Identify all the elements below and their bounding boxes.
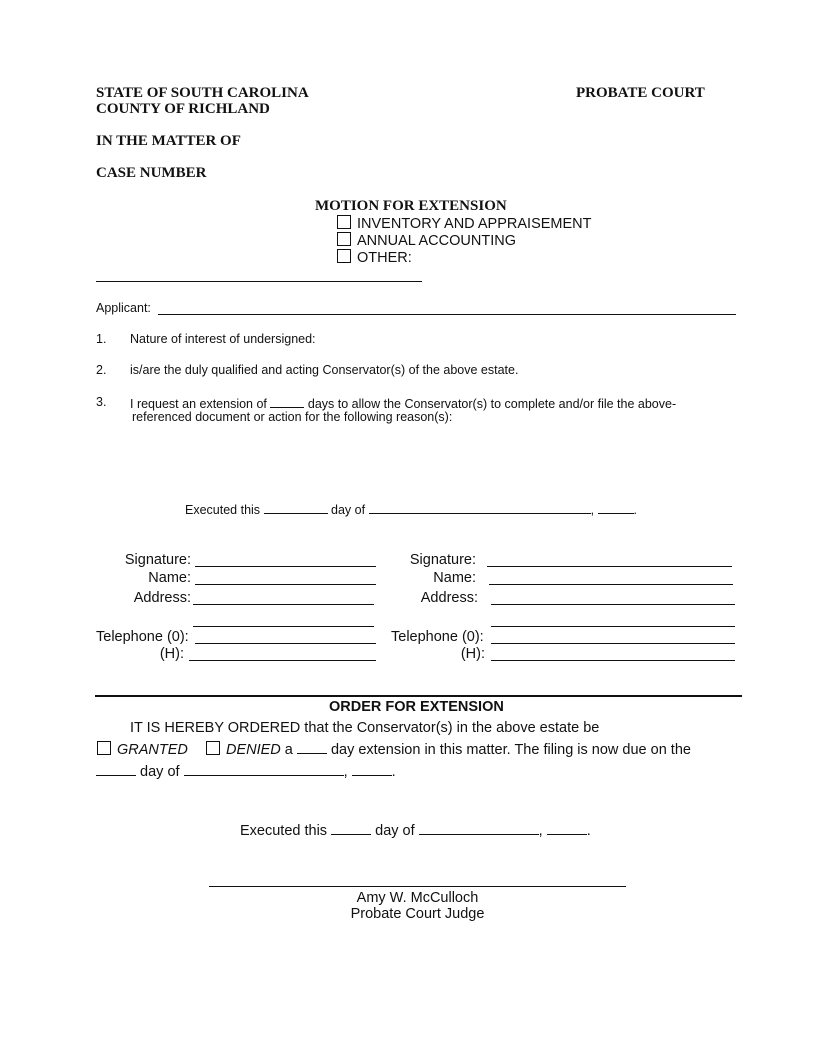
motion-executed-day-of: day of xyxy=(331,503,366,517)
judge-signature-line[interactable] xyxy=(209,886,626,887)
denied-label: DENIED xyxy=(225,742,281,758)
order-comma: , xyxy=(343,764,348,780)
right-address-label: Address: xyxy=(420,590,478,606)
right-signature-label: Signature: xyxy=(409,552,476,568)
order-period: . xyxy=(391,764,396,780)
judge-name: Amy W. McCulloch xyxy=(356,890,479,906)
order-executed-day-of: day of xyxy=(375,823,415,839)
left-home-label: (H): xyxy=(159,646,184,662)
order-executed-line xyxy=(240,822,591,839)
left-telephone-label: Telephone (0): xyxy=(96,629,189,645)
applicant-field[interactable] xyxy=(158,314,736,315)
order-executed-period: . xyxy=(586,823,591,839)
right-name-label: Name: xyxy=(433,570,476,586)
option-inventory[interactable] xyxy=(337,215,592,232)
checkbox-annual-accounting[interactable] xyxy=(337,232,351,246)
order-title: ORDER FOR EXTENSION xyxy=(329,699,504,715)
right-home-field[interactable] xyxy=(491,660,735,661)
matter-heading: IN THE MATTER OF xyxy=(96,133,241,149)
right-name-field[interactable] xyxy=(489,584,733,585)
order-line-3 xyxy=(96,763,396,780)
right-address-field[interactable] xyxy=(491,604,735,605)
motion-executed-day-field[interactable] xyxy=(264,501,328,514)
motion-executed-comma: , xyxy=(590,503,595,517)
order-executed-prefix: Executed this xyxy=(240,823,328,839)
order-a: a xyxy=(284,742,293,758)
left-address-field[interactable] xyxy=(193,604,374,605)
option-annual-accounting[interactable] xyxy=(337,232,516,249)
extension-days-field[interactable] xyxy=(270,395,304,408)
right-telephone-label: Telephone (0): xyxy=(391,629,484,645)
motion-executed-year-field[interactable] xyxy=(598,501,634,514)
option-inventory-label: INVENTORY AND APPRAISEMENT xyxy=(357,216,592,232)
order-executed-year-field[interactable] xyxy=(547,822,587,835)
left-signature-field[interactable] xyxy=(195,566,376,567)
checkbox-other[interactable] xyxy=(337,249,351,263)
item-3-text-c: referenced document or action for the following reason(s): xyxy=(132,410,453,424)
item-2-number: 2. xyxy=(96,363,107,377)
order-executed-day-field[interactable] xyxy=(331,822,371,835)
item-3-line-1 xyxy=(130,395,676,411)
item-1-text: Nature of interest of undersigned: xyxy=(130,332,316,346)
motion-executed-period: . xyxy=(633,503,638,517)
right-signature-field[interactable] xyxy=(487,566,732,567)
order-line-1: IT IS HEREBY ORDERED that the Conservator(s) in the above estate be xyxy=(130,720,600,736)
item-1-number: 1. xyxy=(96,332,107,346)
left-home-field[interactable] xyxy=(189,660,376,661)
state-heading: STATE OF SOUTH CAROLINA xyxy=(96,85,309,101)
motion-title: MOTION FOR EXTENSION xyxy=(315,198,507,214)
matter-name-line[interactable] xyxy=(96,281,422,282)
left-name-field[interactable] xyxy=(195,584,376,585)
granted-label: GRANTED xyxy=(117,742,188,758)
order-days-field[interactable] xyxy=(297,741,327,754)
court-heading: PROBATE COURT xyxy=(576,85,705,101)
order-day-of: day of xyxy=(140,764,180,780)
county-heading: COUNTY OF RICHLAND xyxy=(96,101,270,117)
right-telephone-field[interactable] xyxy=(491,643,735,644)
left-address-field-2[interactable] xyxy=(193,626,374,627)
order-due-month-field[interactable] xyxy=(184,763,344,776)
order-divider xyxy=(95,695,742,697)
right-address-field-2[interactable] xyxy=(491,626,735,627)
checkbox-inventory[interactable] xyxy=(337,215,351,229)
left-name-label: Name: xyxy=(148,570,191,586)
item-3-text-b: days to allow the Conservator(s) to complete and/or file the above- xyxy=(307,397,677,411)
case-number-label: CASE NUMBER xyxy=(96,165,207,181)
checkbox-granted[interactable] xyxy=(97,741,111,755)
right-home-label: (H): xyxy=(460,646,485,662)
item-3-number: 3. xyxy=(96,395,107,409)
motion-executed-prefix: Executed this xyxy=(185,503,261,517)
order-due-day-field[interactable] xyxy=(96,763,136,776)
checkbox-denied[interactable] xyxy=(206,741,220,755)
item-3-text-a: I request an extension of xyxy=(130,397,267,411)
order-due-year-field[interactable] xyxy=(352,763,392,776)
motion-executed-line xyxy=(185,501,637,517)
order-line-2-rest: day extension in this matter. The filing is now due on the xyxy=(330,742,691,758)
item-2-text: is/are the duly qualified and acting Conservator(s) of the above estate. xyxy=(130,363,519,377)
option-annual-accounting-label: ANNUAL ACCOUNTING xyxy=(357,233,516,249)
order-line-2 xyxy=(97,741,691,758)
motion-executed-month-field[interactable] xyxy=(369,501,591,514)
left-signature-label: Signature: xyxy=(124,552,191,568)
order-executed-month-field[interactable] xyxy=(419,822,539,835)
option-other-label: OTHER: xyxy=(357,250,412,266)
order-executed-comma: , xyxy=(538,823,543,839)
left-address-label: Address: xyxy=(133,590,191,606)
judge-title: Probate Court Judge xyxy=(350,906,485,922)
left-telephone-field[interactable] xyxy=(195,643,376,644)
applicant-label: Applicant: xyxy=(96,301,151,315)
option-other[interactable] xyxy=(337,249,412,266)
